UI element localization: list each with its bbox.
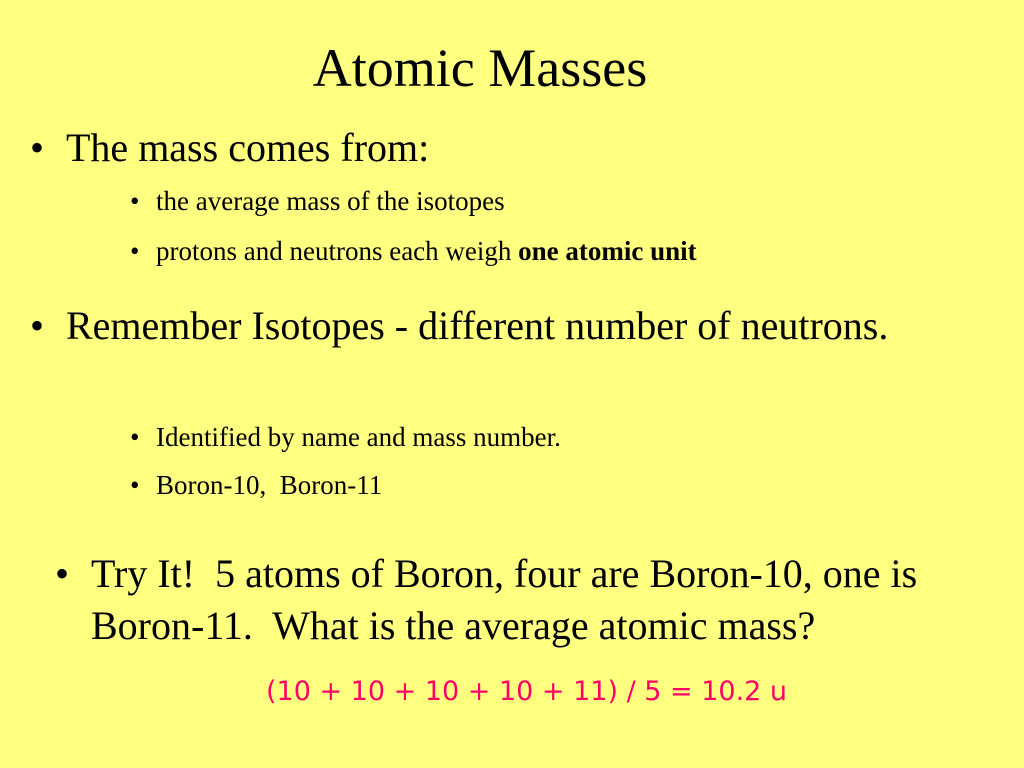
sub-bullet-text: protons and neutrons each weigh (156, 236, 519, 266)
sub-bullet-bold-text: one atomic unit (518, 236, 697, 266)
bullet-dot: • (130, 470, 140, 500)
answer-annotation: (10 + 10 + 10 + 10 + 11) / 5 = 10.2 u (266, 676, 788, 707)
bullet-text: The mass comes from: (66, 125, 430, 170)
bullet-try-it (55, 548, 935, 652)
bullet-dot: • (30, 125, 45, 170)
bullet-text: Remember Isotopes - different number of neutrons. (66, 303, 889, 348)
sub-bullet-text: Boron-10, Boron-11 (156, 470, 383, 500)
bullet-text: Try It! 5 atoms of Boron, four are Boron-10, one is Boron-11. What is the average atomic mass? (91, 551, 928, 648)
sub-bullet-boron-examples (130, 468, 382, 502)
bullet-isotopes (30, 300, 890, 352)
bullet-dot: • (55, 551, 70, 596)
sub-bullet-atomic-unit (130, 234, 697, 268)
bullet-dot: • (130, 186, 140, 216)
sub-bullet-average-mass (130, 184, 505, 218)
bullet-mass-origin (30, 122, 970, 174)
sub-bullet-identified (130, 420, 561, 454)
sub-bullet-text: the average mass of the isotopes (156, 186, 505, 216)
sub-bullet-text: Identified by name and mass number. (156, 422, 561, 452)
bullet-dot: • (130, 422, 140, 452)
bullet-dot: • (30, 303, 45, 348)
bullet-dot: • (130, 236, 140, 266)
slide-title: Atomic Masses (312, 38, 648, 98)
